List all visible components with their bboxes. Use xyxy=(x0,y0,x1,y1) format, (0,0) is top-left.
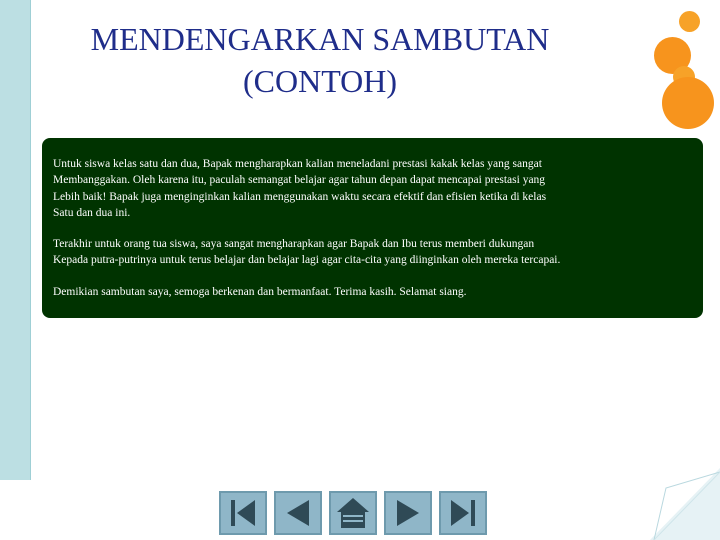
paragraph-1 xyxy=(53,156,691,221)
left-decorative-bar xyxy=(0,0,30,480)
paragraph-line: Kepada putra-putrinya untuk terus belajar dan belajar lagi agar cita-cita yang diinginkan oleh mereka tercapai. xyxy=(53,254,561,267)
paragraph-line: Lebih baik! Bapak juga menginginkan kalian menggunakan waktu secara efektif dan efisien ketika di kelas xyxy=(53,190,547,203)
skip-to-last-icon xyxy=(441,493,485,533)
last-slide-button[interactable] xyxy=(439,491,487,535)
decorative-circle xyxy=(679,11,700,32)
home-button[interactable] xyxy=(329,491,377,535)
skip-to-first-icon xyxy=(221,493,265,533)
title-line-1: MENDENGARKAN SAMBUTAN xyxy=(90,21,550,57)
title-line-2: (CONTOH) xyxy=(242,63,398,99)
paragraph-line: Satu dan dua ini. xyxy=(53,206,131,219)
page-curl-decoration xyxy=(640,468,720,540)
paragraph-line: Demikian sambutan saya, semoga berkenan dan bermanfaat. Terima kasih. Selamat siang. xyxy=(53,285,467,298)
house-icon xyxy=(331,493,375,533)
next-slide-button[interactable] xyxy=(384,491,432,535)
previous-slide-button[interactable] xyxy=(274,491,322,535)
paragraph-line: Untuk siswa kelas satu dan dua, Bapak mengharapkan kalian meneladani prestasi kakak kelas yang sangat xyxy=(53,158,542,170)
paragraph-line: Membanggakan. Oleh karena itu, paculah semangat belajar agar tahun depan dapat mencapai prestasi yang xyxy=(53,174,546,187)
first-slide-button[interactable] xyxy=(219,491,267,535)
decorative-circle xyxy=(662,77,714,129)
triangle-right-icon xyxy=(386,493,430,533)
triangle-left-icon xyxy=(276,493,320,533)
paragraph-2 xyxy=(53,236,691,269)
speech-content-box xyxy=(42,138,703,318)
paragraph-3 xyxy=(53,284,691,300)
paragraph-line: Terakhir untuk orang tua siswa, saya sangat mengharapkan agar Bapak dan Ibu terus memberi dukungan xyxy=(53,238,535,251)
navigation-bar xyxy=(219,491,489,535)
slide-title xyxy=(40,18,600,102)
left-bar-edge xyxy=(30,0,31,480)
